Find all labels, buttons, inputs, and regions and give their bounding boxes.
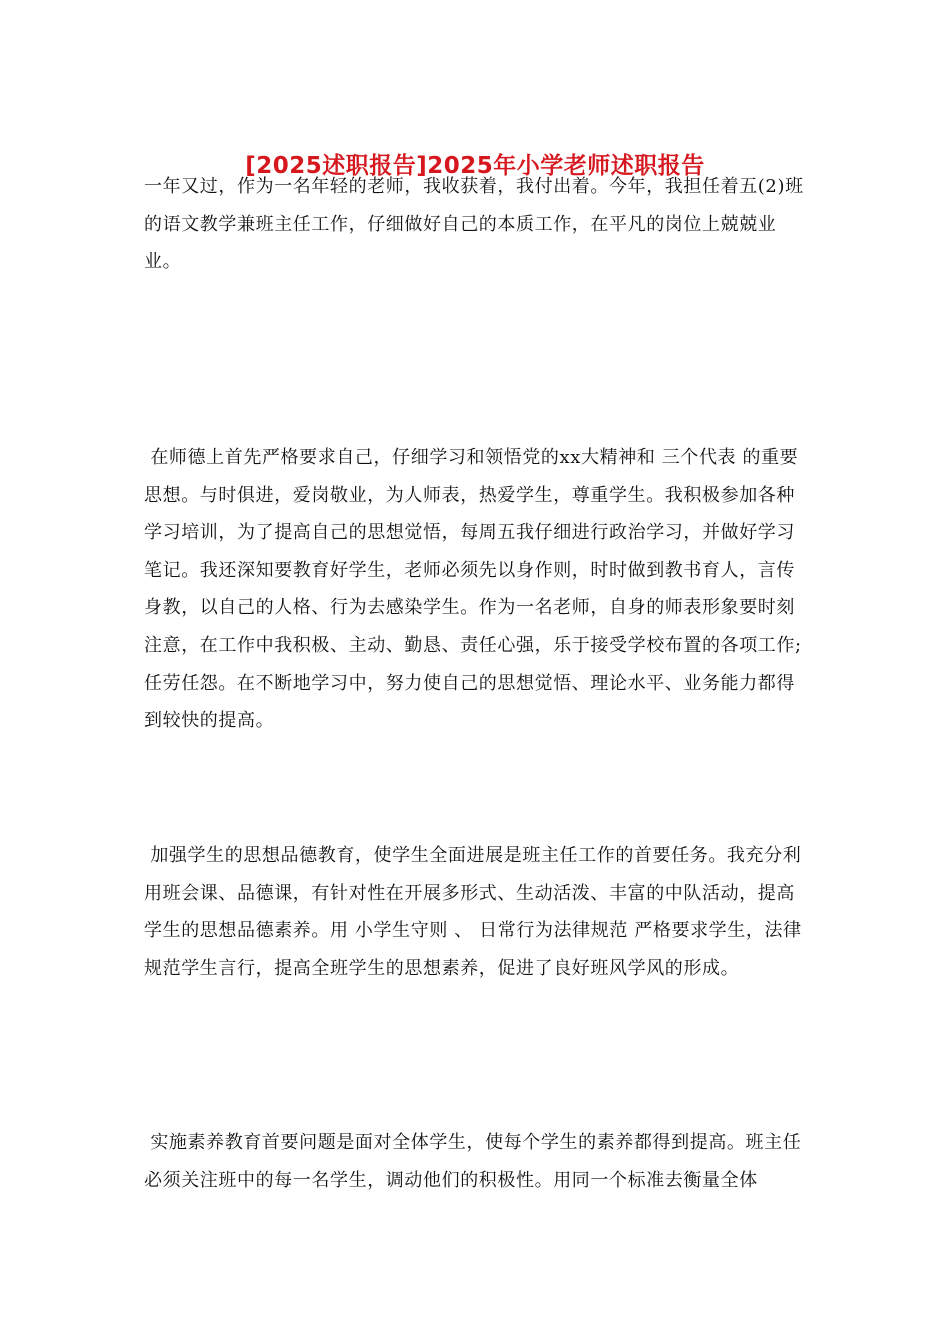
document-title: [2025述职报告]2025年小学老师述职报告 bbox=[245, 153, 705, 179]
paragraph-teacher-ethics: 在师德上首先严格要求自己，仔细学习和领悟党的xx大精神和 三个代表 的重要思想。与时俱进，爱岗敬业，为人师表，热爱学生，尊重学生。我积极参加各种学习培训，为了提高自己的思想觉悟，每周五我仔细进行政治学习，并做好学习笔记。我还深知要教育好学生，老师必须先以身作则，时时做到教书育人，言传身教，以自己的人格、行为去感染学生。作为一名老师，自身的师表形象要时刻注意，在工作中我积极、主动、勤恳、责任心强，乐于接受学校布置的各项工作;任劳任怨。在不断地学习中，努力使自己的思想觉悟、理论水平、业务能力都得到较快的提高。 bbox=[144, 447, 802, 732]
paragraph-quality-education: 实施素养教育首要问题是面对全体学生，使每个学生的素养都得到提高。班主任必须关注班中的每一名学生，调动他们的积极性。用同一个标准去衡量全体 bbox=[144, 1132, 802, 1191]
paragraph-intro: 一年又过，作为一名年轻的老师，我收获着，我付出着。今年，我担任着五(2)班的语文教学兼班主任工作，仔细做好自己的本质工作，在平凡的岗位上兢兢业业。 bbox=[144, 176, 804, 273]
paragraph-moral-education: 加强学生的思想品德教育，使学生全面进展是班主任工作的首要任务。我充分利用班会课、品德课，有针对性在开展多形式、生动活泼、丰富的中队活动，提高学生的思想品德素养。用 小学生守则 、 日常行为法律规范 严格要求学生，法律规范学生言行，提高全班学生的思想素养，促进了良好班风学风的形成。 bbox=[144, 845, 802, 979]
